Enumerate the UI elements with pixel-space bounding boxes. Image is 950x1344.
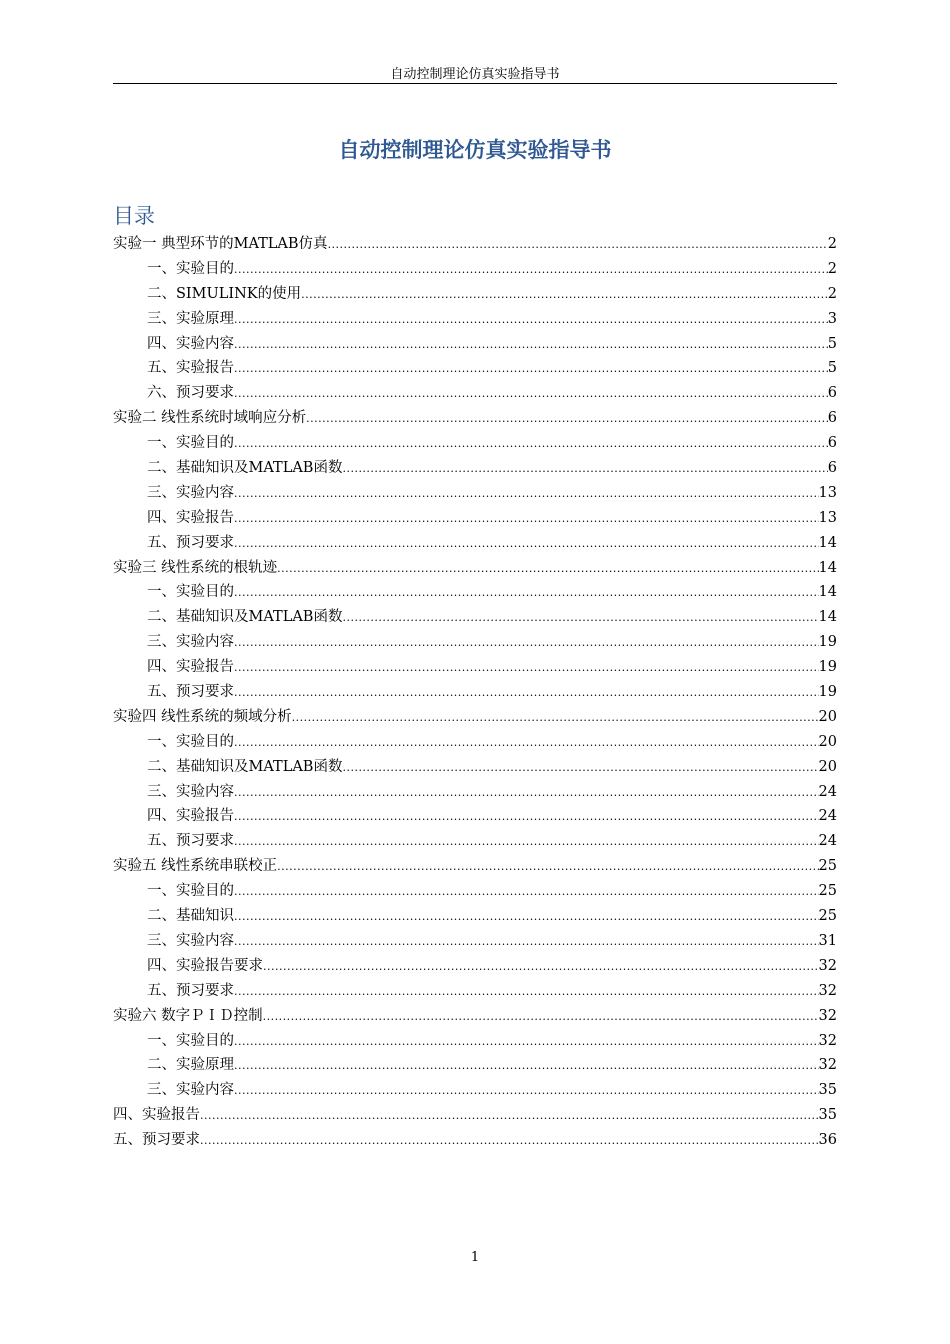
toc-dot-leader [234, 532, 819, 556]
toc-entry-label: 五、预习要求 [147, 684, 234, 701]
toc-entry-page: 13 [818, 509, 837, 526]
toc-entry-page: 20 [818, 708, 837, 725]
toc-entry[interactable] [113, 580, 837, 605]
toc-entry[interactable] [113, 829, 837, 854]
toc-entry-label: 一、实验目的 [147, 883, 234, 900]
toc-entry-page: 3 [827, 310, 837, 327]
toc-entry-label: 三、实验内容 [147, 484, 234, 501]
toc-entry[interactable] [113, 904, 837, 929]
toc-entry[interactable] [113, 406, 837, 431]
toc-entry[interactable] [113, 456, 837, 481]
toc-entry-label: 五、实验报告 [147, 360, 234, 377]
toc-entry-label: 六、预习要求 [147, 385, 234, 402]
toc-entry-page: 2 [827, 236, 837, 252]
toc-entry-page: 25 [818, 883, 837, 900]
toc-entry-label: 四、实验报告 [147, 509, 234, 526]
toc-entry-label: 四、实验报告要求 [147, 957, 263, 974]
toc-entry-page: 25 [818, 858, 837, 875]
toc-entry-label: 三、实验内容 [147, 932, 234, 949]
toc-entry-label: 二、基础知识 [147, 908, 234, 925]
toc-entry[interactable] [113, 680, 837, 705]
toc-entry-page: 14 [818, 584, 837, 601]
toc-dot-leader [234, 382, 828, 406]
toc-entry-page: 5 [827, 335, 837, 352]
toc-dot-leader [234, 357, 828, 381]
toc-dot-leader [277, 855, 818, 879]
toc-heading: 目录 [113, 204, 155, 228]
toc-entry[interactable] [113, 381, 837, 406]
toc-entry[interactable] [113, 1078, 837, 1103]
toc-entry[interactable] [113, 481, 837, 506]
toc-entry-label: 五、预习要求 [147, 833, 234, 850]
toc-entry-page: 19 [818, 659, 837, 676]
toc-entry-label: 实验二 线性系统时域响应分析 [113, 410, 307, 427]
toc-entry-label: 四、实验报告 [147, 659, 234, 676]
toc-entry[interactable] [113, 232, 837, 257]
toc-entry-label: 二、基础知识及MATLAB函数 [147, 460, 343, 477]
toc-dot-leader [234, 581, 819, 605]
toc-entry-page: 20 [818, 733, 837, 750]
toc-dot-leader [234, 880, 819, 904]
toc-entry-page: 24 [818, 808, 837, 825]
toc-entry-page: 32 [818, 957, 837, 974]
toc-entry-page: 25 [818, 908, 837, 925]
toc-entry-label: 一、实验目的 [147, 733, 234, 750]
toc-dot-leader [234, 432, 828, 456]
toc-entry-page: 6 [827, 435, 837, 452]
toc-dot-leader [234, 308, 828, 332]
toc-entry[interactable] [113, 804, 837, 829]
toc-dot-leader [263, 955, 819, 979]
toc-entry-page: 32 [818, 1057, 837, 1074]
toc-entry[interactable] [113, 1029, 837, 1054]
table-of-contents [113, 232, 837, 1153]
toc-entry-label: 五、预习要求 [147, 982, 234, 999]
toc-entry[interactable] [113, 705, 837, 730]
toc-entry-page: 5 [827, 360, 837, 377]
toc-entry[interactable] [113, 356, 837, 381]
toc-entry-page: 13 [818, 484, 837, 501]
toc-dot-leader [234, 731, 819, 755]
toc-entry-page: 19 [818, 634, 837, 651]
toc-dot-leader [263, 1005, 819, 1029]
toc-entry-page: 35 [818, 1107, 837, 1124]
toc-entry-label: 一、实验目的 [147, 435, 234, 452]
toc-dot-leader [234, 830, 819, 854]
toc-entry[interactable] [113, 854, 837, 879]
toc-entry[interactable] [113, 531, 837, 556]
page-number: 1 [470, 1250, 480, 1265]
toc-dot-leader [234, 1054, 819, 1078]
toc-dot-leader [234, 656, 819, 680]
toc-entry-page: 6 [827, 385, 837, 402]
toc-entry-label: 一、实验目的 [147, 260, 234, 277]
toc-dot-leader [342, 606, 818, 630]
toc-entry-label: 二、基础知识及MATLAB函数 [147, 758, 343, 775]
toc-entry[interactable] [113, 954, 837, 979]
toc-entry[interactable] [113, 556, 837, 581]
toc-entry-label: 实验五 线性系统串联校正 [113, 858, 278, 875]
toc-entry[interactable] [113, 979, 837, 1004]
toc-dot-leader [301, 283, 828, 307]
toc-entry[interactable] [113, 655, 837, 680]
toc-entry[interactable] [113, 1128, 837, 1153]
toc-entry-label: 二、基础知识及MATLAB函数 [147, 609, 343, 626]
toc-entry[interactable] [113, 780, 837, 805]
toc-dot-leader [342, 756, 818, 780]
toc-dot-leader [328, 233, 828, 257]
toc-dot-leader [234, 905, 819, 929]
toc-dot-leader [234, 482, 819, 506]
toc-entry[interactable] [113, 755, 837, 780]
toc-dot-leader [342, 457, 827, 481]
toc-entry[interactable] [113, 506, 837, 531]
toc-entry-label: 实验一 典型环节的MATLAB仿真 [113, 236, 328, 252]
header-divider [113, 83, 837, 84]
toc-entry-label: 一、实验目的 [147, 584, 234, 601]
toc-entry-page: 35 [818, 1082, 837, 1099]
toc-entry-label: 二、实验原理 [147, 1057, 234, 1074]
toc-entry-page: 36 [818, 1132, 837, 1149]
toc-entry-page: 32 [818, 1007, 837, 1024]
toc-entry-label: 五、预习要求 [113, 1132, 200, 1149]
toc-entry-label: 三、实验原理 [147, 310, 234, 327]
toc-entry-page: 2 [827, 260, 837, 277]
toc-entry-label: 三、实验内容 [147, 783, 234, 800]
toc-entry-label: 五、预习要求 [147, 534, 234, 551]
toc-entry-label: 实验三 线性系统的根轨迹 [113, 559, 278, 576]
toc-dot-leader [200, 1129, 819, 1153]
toc-dot-leader [234, 1030, 819, 1054]
toc-entry-page: 31 [818, 932, 837, 949]
toc-entry-page: 19 [818, 684, 837, 701]
toc-entry-label: 实验六 数字ＰＩＤ控制 [113, 1007, 263, 1024]
toc-entry-label: 四、实验报告 [113, 1107, 200, 1124]
toc-entry[interactable] [113, 879, 837, 904]
toc-entry-page: 24 [818, 783, 837, 800]
toc-entry[interactable] [113, 307, 837, 332]
toc-entry[interactable] [113, 431, 837, 456]
toc-entry-label: 三、实验内容 [147, 634, 234, 651]
toc-entry[interactable] [113, 929, 837, 954]
toc-dot-leader [234, 333, 828, 357]
toc-dot-leader [234, 507, 819, 531]
toc-dot-leader [234, 681, 819, 705]
toc-entry[interactable] [113, 332, 837, 357]
toc-entry[interactable] [113, 630, 837, 655]
toc-entry[interactable] [113, 282, 837, 307]
toc-dot-leader [306, 407, 828, 431]
toc-entry-label: 三、实验内容 [147, 1082, 234, 1099]
toc-dot-leader [234, 781, 819, 805]
toc-dot-leader [234, 631, 819, 655]
toc-entry[interactable] [113, 730, 837, 755]
toc-entry-page: 20 [818, 758, 837, 775]
toc-entry-page: 32 [818, 982, 837, 999]
toc-entry-label: 四、实验内容 [147, 335, 234, 352]
toc-entry[interactable] [113, 1004, 837, 1029]
toc-entry-page: 14 [818, 534, 837, 551]
toc-dot-leader [234, 1079, 819, 1103]
toc-entry[interactable] [113, 605, 837, 630]
toc-entry-page: 6 [827, 460, 837, 477]
toc-dot-leader [234, 930, 819, 954]
toc-entry-page: 14 [818, 559, 837, 576]
toc-entry-page: 2 [827, 285, 837, 302]
document-title: 自动控制理论仿真实验指导书 [338, 138, 612, 162]
toc-entry-label: 实验四 线性系统的频域分析 [113, 708, 292, 725]
toc-dot-leader [292, 706, 819, 730]
toc-entry-label: 四、实验报告 [147, 808, 234, 825]
toc-entry-page: 6 [827, 410, 837, 427]
toc-entry-label: 二、SIMULINK的使用 [147, 285, 302, 302]
toc-entry[interactable] [113, 257, 837, 282]
toc-dot-leader [234, 258, 828, 282]
toc-dot-leader [234, 980, 819, 1004]
toc-entry[interactable] [113, 1103, 837, 1128]
toc-entry-page: 24 [818, 833, 837, 850]
running-header: 自动控制理论仿真实验指导书 [390, 67, 560, 82]
toc-entry-page: 32 [818, 1032, 837, 1049]
toc-dot-leader [277, 557, 818, 581]
toc-entry[interactable] [113, 1053, 837, 1078]
toc-dot-leader [234, 805, 819, 829]
toc-dot-leader [200, 1104, 819, 1128]
toc-entry-label: 一、实验目的 [147, 1032, 234, 1049]
toc-entry-page: 14 [818, 609, 837, 626]
